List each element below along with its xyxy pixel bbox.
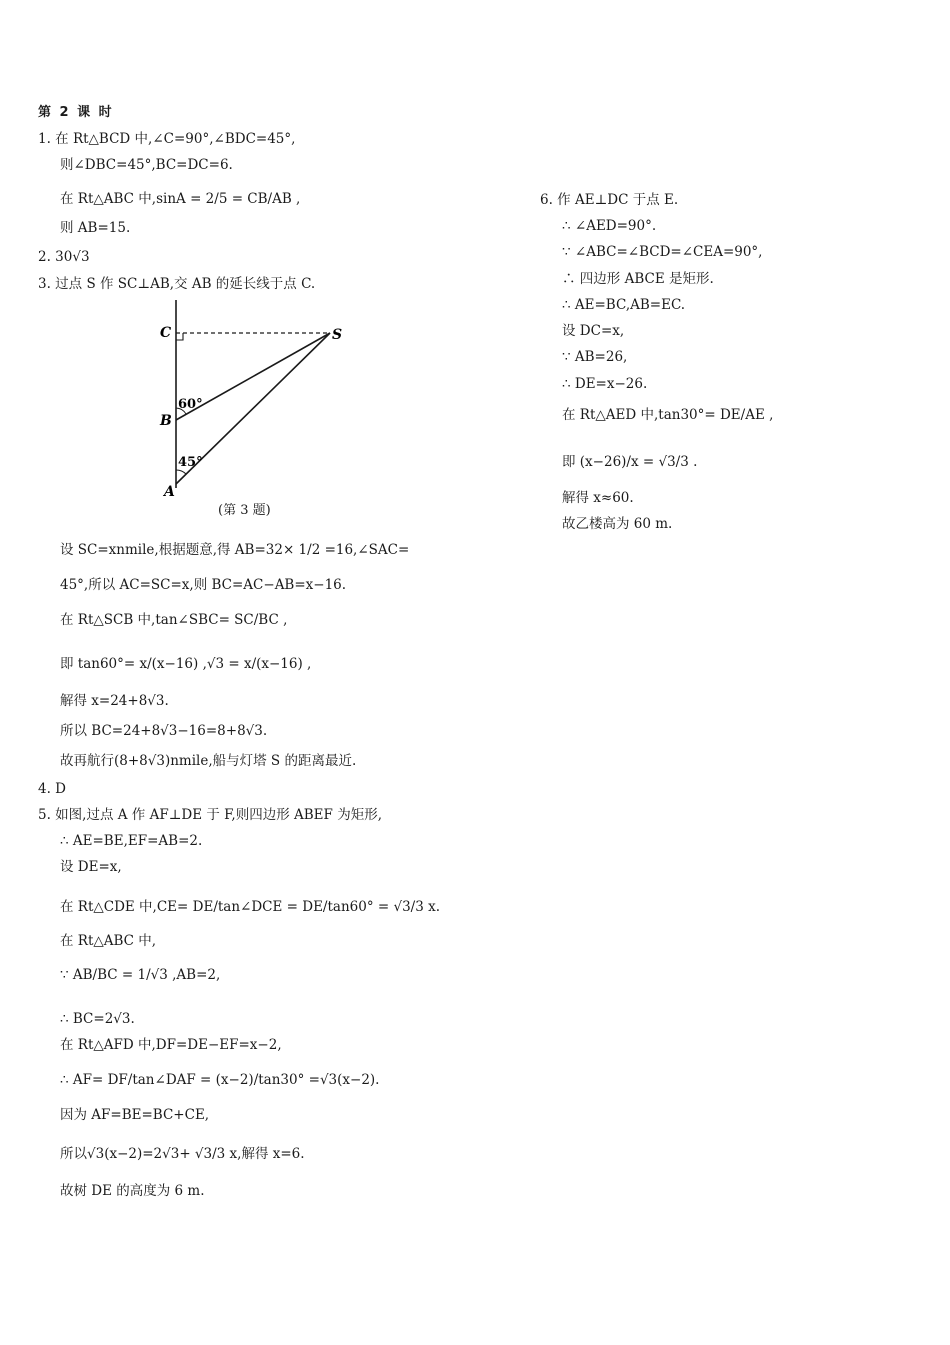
answer-line: 在 Rt△SCB 中,tan∠SBC= SC/BC , [60, 612, 288, 628]
label-angle-60: 60° [178, 397, 203, 412]
label-angle-45: 45° [178, 455, 203, 470]
answer-line: 设 DE=x, [60, 859, 122, 875]
answer-line: 设 DC=x, [562, 323, 625, 339]
answer-line: 设 SC=xnmile,根据题意,得 AB=32× 1/2 =16,∠SAC= [60, 542, 410, 558]
answer-line: ∴ AF= DF/tan∠DAF = (x−2)/tan30° =√3(x−2). [60, 1072, 380, 1088]
answer-line: 45°,所以 AC=SC=x,则 BC=AC−AB=x−16. [60, 577, 347, 593]
answer-line: ∵ ∠ABC=∠BCD=∠CEA=90°, [562, 244, 763, 260]
answer-line: ∴ ∠AED=90°. [562, 218, 657, 234]
answer-line: ∴ DE=x−26. [562, 376, 648, 392]
label-s: S [332, 327, 343, 343]
answer-line: 在 Rt△ABC 中,sinA = 2/5 = CB/AB , [60, 191, 301, 207]
label-b: B [160, 413, 172, 429]
answer-line: 故再航行(8+8√3)nmile,船与灯塔 S 的距离最近. [60, 753, 357, 769]
right-angle-mark [176, 333, 183, 340]
answer-line: 6. 作 AE⊥DC 于点 E. [540, 192, 679, 208]
answer-line: 解得 x=24+8√3. [60, 693, 169, 709]
answer-line: 则∠DBC=45°,BC=DC=6. [60, 157, 233, 173]
answer-line: ∴ AE=BC,AB=EC. [562, 297, 686, 313]
answer-line: 在 Rt△AED 中,tan30°= DE/AE , [562, 407, 774, 423]
answer-line: 因为 AF=BE=BC+CE, [60, 1107, 210, 1123]
section-title: 第 2 课 时 [38, 105, 114, 120]
answer-line: ∵ AB/BC = 1/√3 ,AB=2, [60, 967, 221, 983]
answer-line: ∵ AB=26, [562, 349, 628, 365]
answer-line: 3. 过点 S 作 SC⊥AB,交 AB 的延长线于点 C. [38, 276, 316, 292]
angle-arc-a [176, 470, 186, 474]
answer-line: 即 (x−26)/x = √3/3 . [562, 454, 698, 470]
answer-line: 则 AB=15. [60, 220, 131, 236]
answer-line: ∴ BC=2√3. [60, 1011, 135, 1027]
answer-line: 5. 如图,过点 A 作 AF⊥DE 于 F,则四边形 ABEF 为矩形, [38, 807, 382, 823]
answer-line: 在 Rt△AFD 中,DF=DE−EF=x−2, [60, 1037, 282, 1053]
answer-line: ∴ AE=BE,EF=AB=2. [60, 833, 203, 849]
label-a: A [164, 484, 175, 500]
label-c: C [160, 325, 172, 341]
answer-line: ∴ 四边形 ABCE 是矩形. [562, 271, 714, 287]
answer-line: 故乙楼高为 60 m. [562, 516, 673, 532]
answer-line: 故树 DE 的高度为 6 m. [60, 1183, 205, 1199]
figure-caption: (第 3 题) [218, 503, 271, 518]
answer-line: 所以 BC=24+8√3−16=8+8√3. [60, 723, 268, 739]
answer-line: 4. D [38, 781, 66, 797]
answer-line: 在 Rt△ABC 中, [60, 933, 157, 949]
answer-line: 1. 在 Rt△BCD 中,∠C=90°,∠BDC=45°, [38, 131, 296, 147]
answer-line: 所以√3(x−2)=2√3+ √3/3 x,解得 x=6. [60, 1146, 305, 1162]
answer-line: 解得 x≈60. [562, 490, 634, 506]
problem3-figure [150, 298, 360, 503]
answer-line: 2. 30√3 [38, 249, 90, 265]
answer-line: 即 tan60°= x/(x−16) ,√3 = x/(x−16) , [60, 656, 312, 672]
answer-line: 在 Rt△CDE 中,CE= DE/tan∠DCE = DE/tan60° = √3/3 x. [60, 899, 440, 915]
